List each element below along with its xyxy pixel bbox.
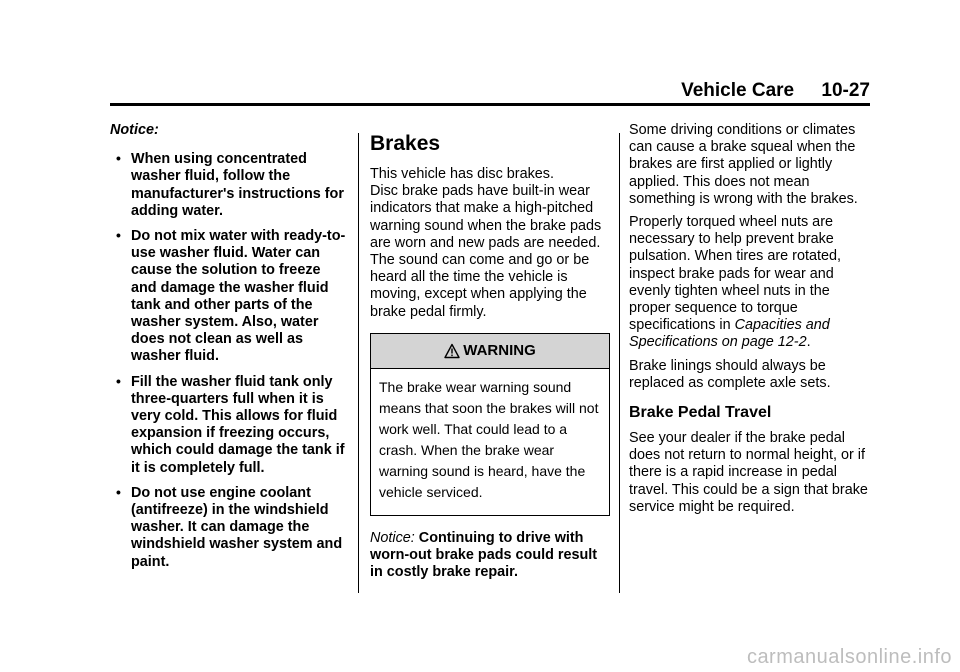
section-title: Vehicle Care — [681, 80, 795, 101]
brake-pedal-para: See your dealer if the brake pedal does not return to normal height, or if there is a rapid increase in pedal travel. This could be a sign that brake service might be required. — [629, 430, 868, 515]
brake-notice — [370, 530, 610, 582]
list-item — [110, 151, 350, 220]
left-column — [110, 122, 350, 579]
warning-title: WARNING — [463, 342, 536, 360]
column-divider-2 — [619, 133, 620, 593]
brake-pedal-travel-heading: Brake Pedal Travel — [629, 404, 772, 422]
page-header — [110, 80, 870, 102]
intro-line: This vehicle has disc brakes. — [370, 166, 554, 182]
header-rule — [110, 103, 870, 106]
bullet-icon: • — [116, 150, 121, 167]
bullet-text: When using concentrated washer fluid, follow the manufacturer's instructions for adding water. — [131, 151, 344, 219]
list-item — [110, 374, 350, 477]
bullet-text: Do not use engine coolant (antifreeze) in the windshield washer. It can damage the windshield washer system and paint. — [131, 484, 343, 570]
wheel-nuts-para — [629, 214, 869, 352]
bullet-icon: • — [116, 227, 121, 244]
brake-linings-para: Brake linings should always be replaced as complete axle sets. — [629, 357, 831, 391]
watermark: carmanualsonline.info — [746, 646, 952, 668]
warning-text: The brake wear warning sound means that soon the brakes will not work well. That could lead to a crash. When the brake wear warning sound is heard, have the vehicle serviced. — [379, 378, 599, 500]
bullet-text: Do not mix water with ready-to-use washer fluid. Water can cause the solution to freeze and damage the washer fluid tank and other parts of the washer system. Also, water does not clean as well as washer fluid. — [131, 228, 346, 365]
warning-header — [371, 334, 609, 369]
period: . — [806, 334, 811, 351]
capacities-reference-link[interactable]: Capacities and Specifications on page 12-2 — [629, 317, 830, 351]
bullet-text: Fill the washer fluid tank only three-quarters full when it is very cold. This allows for fluid expansion if freezing occurs, which could damage the tank if it is completely full. — [131, 373, 345, 476]
page-number: 10-27 — [821, 80, 870, 101]
middle-column — [370, 122, 610, 581]
notice-text: Continuing to drive with worn-out brake pads could result in costly brake repair. — [370, 529, 598, 581]
list-item — [110, 485, 350, 571]
right-column — [629, 122, 869, 522]
wheel-nuts-text: Properly torqued wheel nuts are necessary to help prevent brake pulsation. When tires are rotated, inspect brake pads for wear and evenly tighten wheel nuts in the proper sequence to torque specifications in — [629, 214, 841, 334]
warning-box — [370, 333, 610, 516]
notice-label: Notice: — [370, 529, 415, 546]
warning-triangle-icon — [444, 343, 460, 359]
brake-squeal-para: Some driving conditions or climates can cause a brake squeal when the brakes are first applied or lightly applied. This does not mean something is wrong with the brakes. — [629, 122, 858, 207]
intro-text: Disc brake pads have built-in wear indicators that make a high-pitched warning sound when the brake pads are worn and new pads are needed. The sound can come and go or be heard all the time the vehicle is moving, except when applying the brake pedal firmly. — [370, 183, 602, 320]
notice-bullet-list — [110, 151, 350, 571]
brakes-intro — [370, 166, 610, 321]
bullet-icon: • — [116, 372, 121, 389]
column-divider-1 — [358, 133, 359, 593]
notice-label: Notice: — [110, 122, 159, 138]
brakes-heading: Brakes — [370, 132, 441, 155]
list-item — [110, 228, 350, 366]
bullet-icon: • — [116, 483, 121, 500]
